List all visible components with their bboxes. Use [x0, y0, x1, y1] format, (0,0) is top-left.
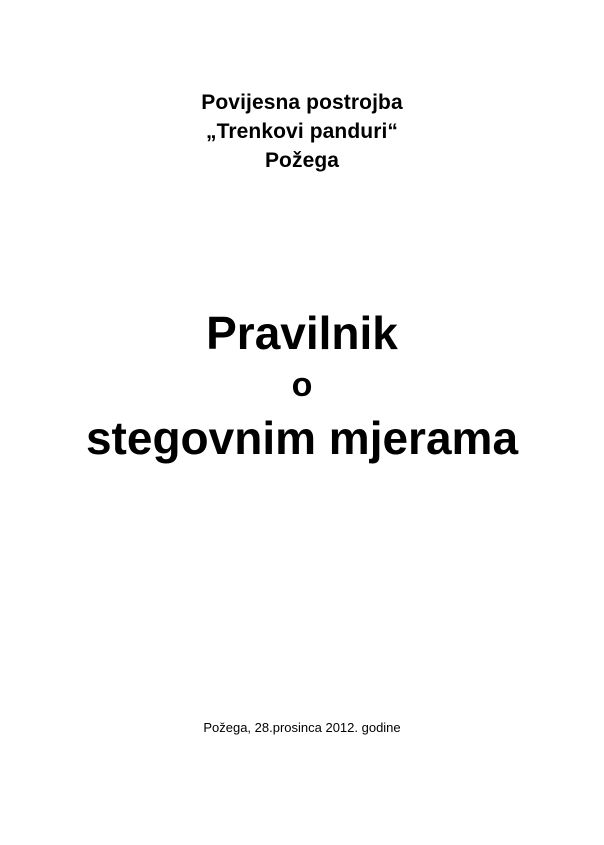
title-line-3: stegovnim mjerama — [85, 412, 519, 464]
title-line-2: o — [291, 366, 313, 404]
organization-name-line-2: „Trenkovi panduri“ — [206, 120, 398, 143]
place-and-date: Požega, 28.prosinca 2012. godine — [203, 720, 401, 735]
title-line-1: Pravilnik — [206, 307, 398, 359]
organization-header — [0, 88, 604, 175]
document-title — [0, 305, 604, 467]
organization-name-line-1: Povijesna postrojba — [201, 91, 403, 114]
organization-location: Požega — [264, 149, 340, 172]
document-footer — [0, 719, 604, 737]
